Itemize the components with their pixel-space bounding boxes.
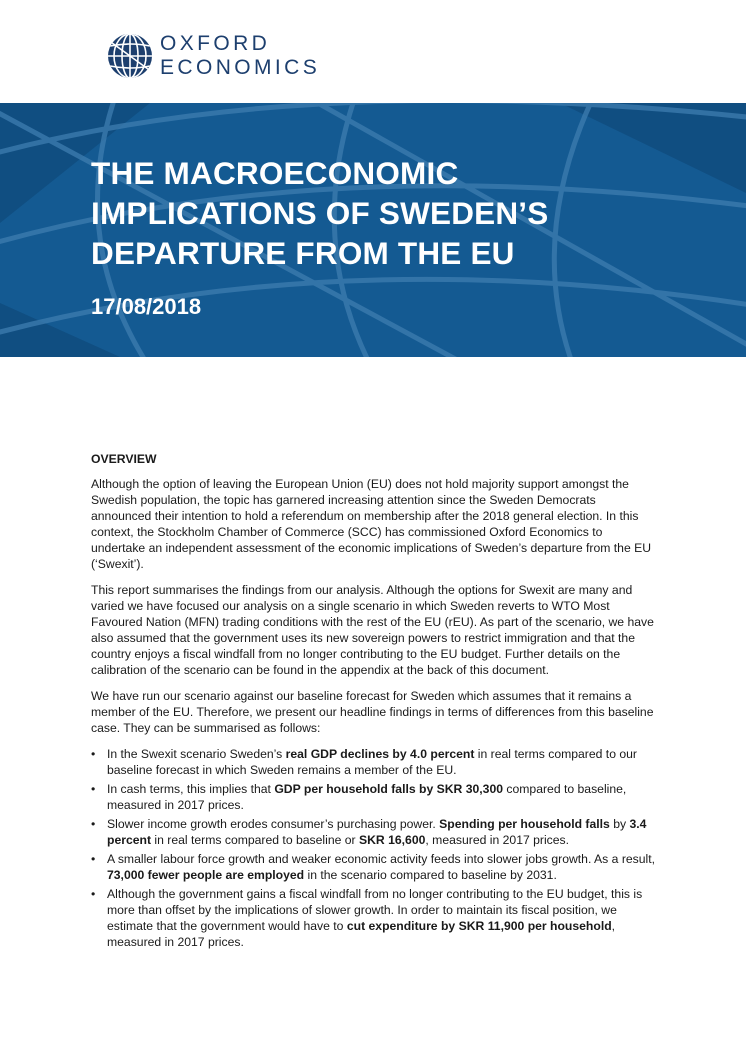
title-line-1: THE MACROECONOMIC xyxy=(91,155,459,191)
list-item: • In cash terms, this implies that GDP per household falls by SKR 30,300 compared to baseline, measured in 2017 prices. xyxy=(107,781,659,813)
logo-line-oxford: OXFORD xyxy=(160,32,271,55)
list-item: • A smaller labour force growth and weaker economic activity feeds into slower jobs growth. As a result, 73,000 fewer people are employed in the scenario compared to baseline by 2031. xyxy=(107,851,659,883)
list-item: • In the Swexit scenario Sweden’s real GDP declines by 4.0 percent in real terms compared to our baseline forecast in which Sweden remains a member of the EU. xyxy=(107,746,659,778)
logo-line-economics: ECONOMICS xyxy=(160,56,321,79)
globe-icon xyxy=(106,32,154,80)
paragraph: We have run our scenario against our baseline forecast for Sweden which assumes that it remains a member of the EU. Therefore, we present our headline findings in terms of differences from this baseline case. They can be summarised as follows: xyxy=(91,689,654,735)
document-title xyxy=(91,153,691,273)
paragraph: Although the option of leaving the European Union (EU) does not hold majority support amongst the Swedish population, the topic has garnered increasing attention since the Sweden Democrats announced their intention to hold a referendum on membership after the 2018 general election. In this context, the Stockholm Chamber of Commerce (SCC) has commissioned Oxford Economics to undertake an independent assessment of the economic implications of Sweden’s departure from the EU (‘Swexit’). xyxy=(91,477,652,571)
findings-list xyxy=(91,746,659,950)
title-line-2: IMPLICATIONS OF SWEDEN’S xyxy=(91,195,549,231)
document-date: 17/08/2018 xyxy=(91,294,202,319)
oxford-economics-logo xyxy=(106,32,320,80)
list-item: • Although the government gains a fiscal windfall from no longer contributing to the EU budget, this is more than offset by the implications of slower growth. In order to maintain its fiscal position, we estimate that the government would have to cut expenditure by SKR 11,900 per household, measured in 2017 prices. xyxy=(107,886,659,950)
paragraph: This report summarises the findings from our analysis. Although the options for Swexit are many and varied we have focused our analysis on a single scenario in which Sweden reverts to WTO Most Favoured Nation (MFN) trading conditions with the rest of the EU (rEU). As part of the scenario, we have also assumed that the government uses its new sovereign powers to restrict immigration and that the country enjoys a fiscal windfall from no longer contributing to the EU budget. Further details on the calibration of the scenario can be found in the appendix at the back of this document. xyxy=(91,583,654,677)
list-item: • Slower income growth erodes consumer’s purchasing power. Spending per household falls by 3.4 percent in real terms compared to baseline or SKR 16,600, measured in 2017 prices. xyxy=(107,816,659,848)
overview-section xyxy=(91,451,659,953)
overview-heading: OVERVIEW xyxy=(91,452,157,466)
title-line-3: DEPARTURE FROM THE EU xyxy=(91,235,515,271)
